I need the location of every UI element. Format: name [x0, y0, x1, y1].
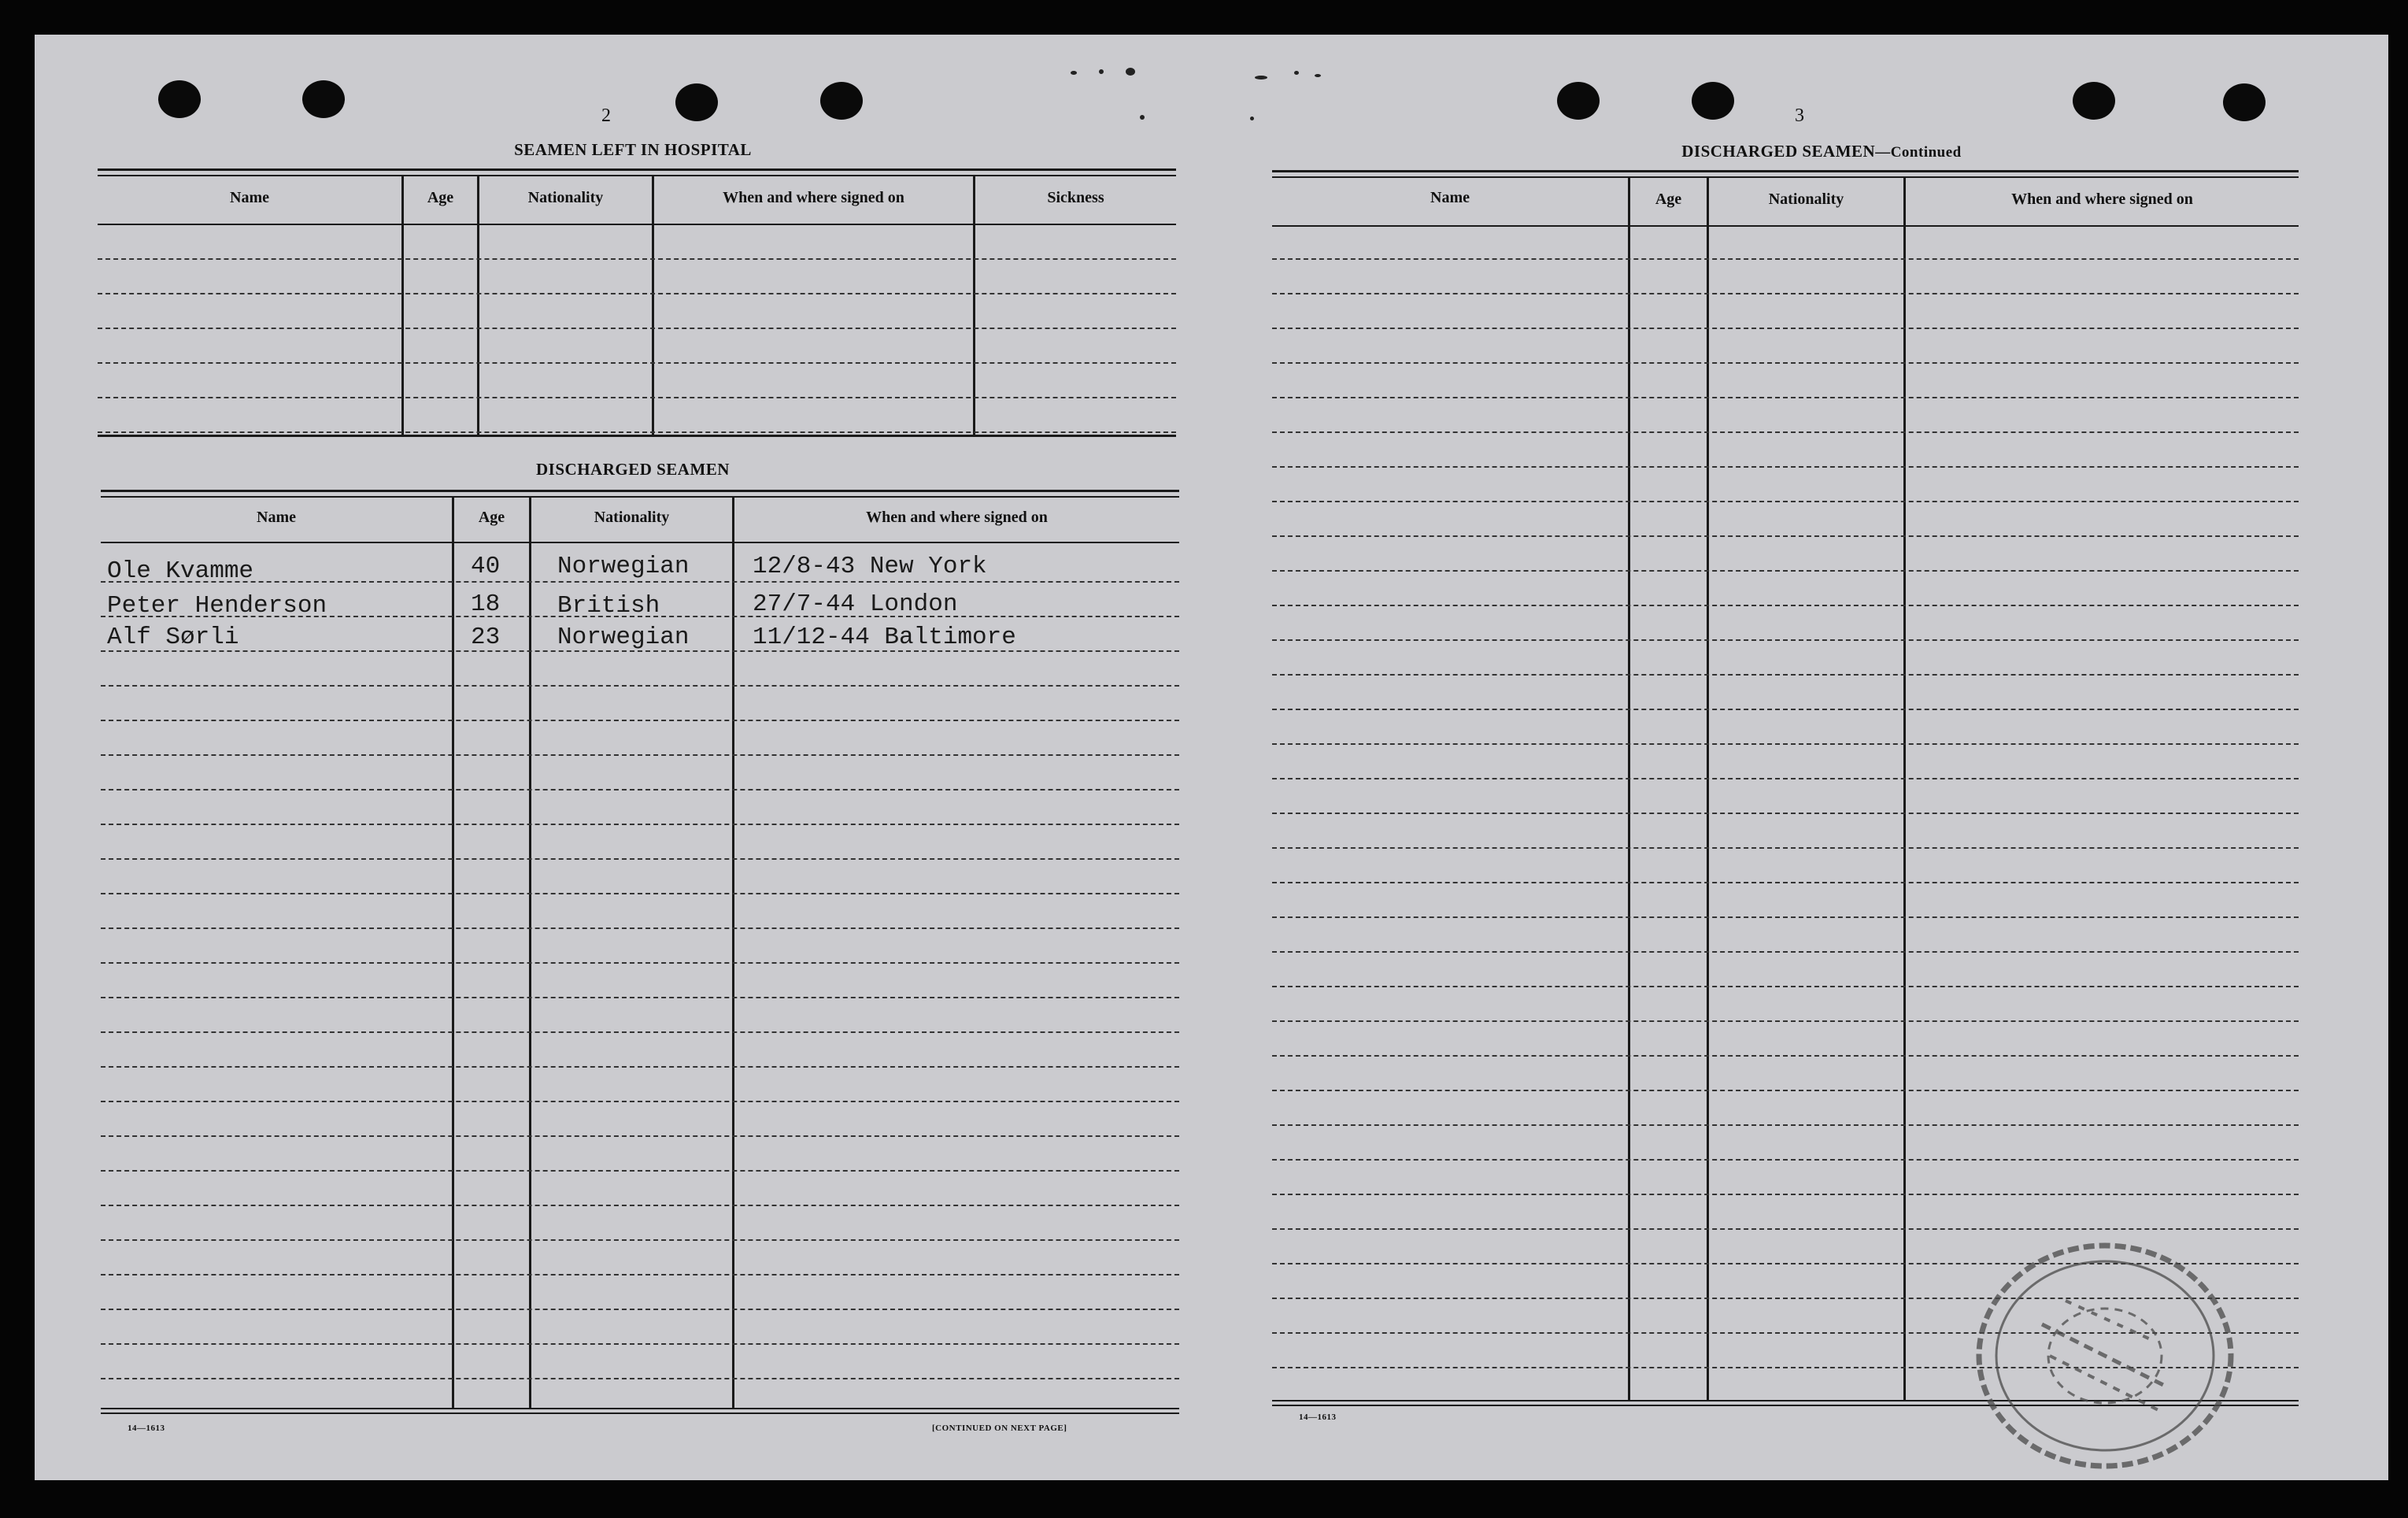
ruled-line: [98, 397, 1176, 398]
ruled-line: [101, 1101, 1179, 1102]
column-divider: [732, 498, 734, 1408]
table-cell-signed-on: 27/7-44 London: [753, 591, 958, 618]
table-rule: [101, 542, 1179, 543]
page-number-right: 3: [1795, 106, 1804, 126]
ruled-line: [101, 1031, 1179, 1033]
column-divider: [1707, 178, 1709, 1400]
table-cell-name: Alf Sørli: [107, 624, 239, 651]
ruled-line: [101, 824, 1179, 825]
table-rule: [101, 496, 1179, 498]
ruled-line: [1272, 501, 2299, 502]
ruled-line: [101, 685, 1179, 687]
ruled-line: [1272, 709, 2299, 710]
postmark-stamp: [1955, 1222, 2254, 1490]
discharged-header-name: Name: [257, 509, 296, 526]
ruled-line: [101, 1274, 1179, 1275]
ruled-line: [1272, 535, 2299, 537]
ruled-line: [1272, 986, 2299, 987]
table-rule: [1272, 225, 2299, 227]
ruled-line: [1272, 916, 2299, 918]
form-number-right: 14—1613: [1299, 1412, 1337, 1422]
ruled-line: [101, 1066, 1179, 1068]
ruled-line: [101, 720, 1179, 721]
ruled-line: [101, 789, 1179, 790]
ruled-line: [1272, 397, 2299, 398]
hospital-header-sickness: Sickness: [1047, 189, 1104, 206]
table-rule: [98, 168, 1176, 171]
scan-speck: [1294, 71, 1299, 75]
punch-hole: [675, 83, 718, 121]
punch-hole: [820, 82, 863, 120]
ruled-line: [101, 1378, 1179, 1379]
ruled-line: [101, 1135, 1179, 1137]
discharged-continued-title-main: DISCHARGED SEAMEN: [1681, 142, 1876, 161]
ruled-line: [98, 431, 1176, 433]
table-cell-age: 18: [471, 591, 501, 618]
ruled-line: [101, 1205, 1179, 1206]
column-divider: [1903, 178, 1906, 1400]
continued-header-signed-on: When and where signed on: [2011, 191, 2193, 208]
hospital-header-age: Age: [427, 189, 454, 206]
ruled-line: [1272, 1090, 2299, 1091]
ruled-line: [1272, 605, 2299, 606]
table-cell-age: 23: [471, 624, 501, 651]
ruled-line: [101, 581, 1179, 583]
scan-speck: [1071, 71, 1077, 75]
table-rule: [101, 1408, 1179, 1409]
ruled-line: [101, 962, 1179, 964]
column-divider: [1628, 178, 1630, 1400]
scan-speck: [1126, 68, 1135, 76]
ruled-line: [1272, 1124, 2299, 1126]
table-rule: [98, 175, 1176, 176]
ruled-line: [101, 1343, 1179, 1345]
table-cell-signed-on: 11/12-44 Baltimore: [753, 624, 1016, 651]
punch-hole: [302, 80, 345, 118]
ruled-line: [101, 754, 1179, 756]
ruled-line: [1272, 882, 2299, 883]
continued-header-name: Name: [1430, 189, 1470, 206]
table-rule: [101, 1412, 1179, 1414]
column-divider: [452, 498, 454, 1408]
scan-speck: [1250, 117, 1254, 120]
form-number-left: 14—1613: [128, 1424, 165, 1433]
ruled-line: [98, 293, 1176, 294]
ruled-line: [1272, 743, 2299, 745]
punch-hole: [2073, 82, 2115, 120]
discharged-continued-title: [1546, 142, 2097, 161]
discharged-continued-title-suffix: —Continued: [1875, 144, 1962, 161]
column-divider: [477, 176, 479, 435]
column-divider: [529, 498, 531, 1408]
column-divider: [652, 176, 654, 435]
ruled-line: [98, 328, 1176, 329]
table-cell-nationality: Norwegian: [557, 624, 690, 651]
ruled-line: [101, 927, 1179, 929]
ruled-line: [101, 997, 1179, 998]
ruled-line: [1272, 639, 2299, 641]
discharged-section-title: DISCHARGED SEAMEN: [536, 460, 730, 479]
punch-hole: [158, 80, 201, 118]
ruled-line: [1272, 1055, 2299, 1057]
hospital-section-title: SEAMEN LEFT IN HOSPITAL: [514, 140, 752, 159]
ruled-line: [98, 362, 1176, 364]
scan-speck: [1315, 74, 1321, 77]
table-rule: [98, 224, 1176, 225]
table-cell-age: 40: [471, 553, 501, 580]
table-cell-name: Peter Henderson: [107, 592, 327, 620]
scan-speck: [1255, 76, 1267, 80]
page-number-left: 2: [601, 106, 611, 126]
ruled-line: [101, 858, 1179, 860]
ruled-line: [1272, 328, 2299, 329]
ruled-line: [1272, 293, 2299, 294]
scan-speck: [1140, 115, 1145, 120]
hospital-header-name: Name: [230, 189, 269, 206]
continued-note: [CONTINUED ON NEXT PAGE]: [932, 1424, 1067, 1433]
ruled-line: [1272, 1159, 2299, 1161]
table-cell-nationality: Norwegian: [557, 553, 690, 580]
table-rule: [98, 435, 1176, 437]
ruled-line: [101, 1239, 1179, 1241]
ruled-line: [1272, 1020, 2299, 1022]
punch-hole: [2223, 83, 2266, 121]
table-rule: [1272, 170, 2299, 172]
ruled-line: [1272, 1194, 2299, 1195]
column-divider: [973, 176, 975, 435]
ruled-line: [101, 1170, 1179, 1172]
ruled-line: [1272, 362, 2299, 364]
punch-hole: [1692, 82, 1734, 120]
ruled-line: [98, 258, 1176, 260]
ruled-line: [1272, 951, 2299, 953]
discharged-header-signed-on: When and where signed on: [866, 509, 1048, 526]
ruled-line: [101, 893, 1179, 894]
continued-header-nationality: Nationality: [1768, 191, 1844, 208]
discharged-header-nationality: Nationality: [594, 509, 670, 526]
table-cell-signed-on: 12/8-43 New York: [753, 553, 987, 580]
table-rule: [1272, 176, 2299, 178]
ruled-line: [1272, 847, 2299, 849]
ruled-line: [1272, 570, 2299, 572]
table-rule: [101, 490, 1179, 492]
table-cell-name: Ole Kvamme: [107, 557, 254, 585]
discharged-header-age: Age: [478, 509, 505, 526]
ruled-line: [1272, 258, 2299, 260]
continued-header-age: Age: [1655, 191, 1682, 208]
scan-speck: [1099, 69, 1104, 74]
punch-hole: [1557, 82, 1600, 120]
ruled-line: [1272, 778, 2299, 779]
ruled-line: [1272, 813, 2299, 814]
ruled-line: [1272, 431, 2299, 433]
document-sheet: [35, 35, 2388, 1480]
ruled-line: [1272, 674, 2299, 676]
ruled-line: [1272, 466, 2299, 468]
column-divider: [401, 176, 404, 435]
table-cell-nationality: British: [557, 592, 660, 620]
hospital-header-signed-on: When and where signed on: [723, 189, 904, 206]
hospital-header-nationality: Nationality: [527, 189, 604, 206]
ruled-line: [101, 1309, 1179, 1310]
